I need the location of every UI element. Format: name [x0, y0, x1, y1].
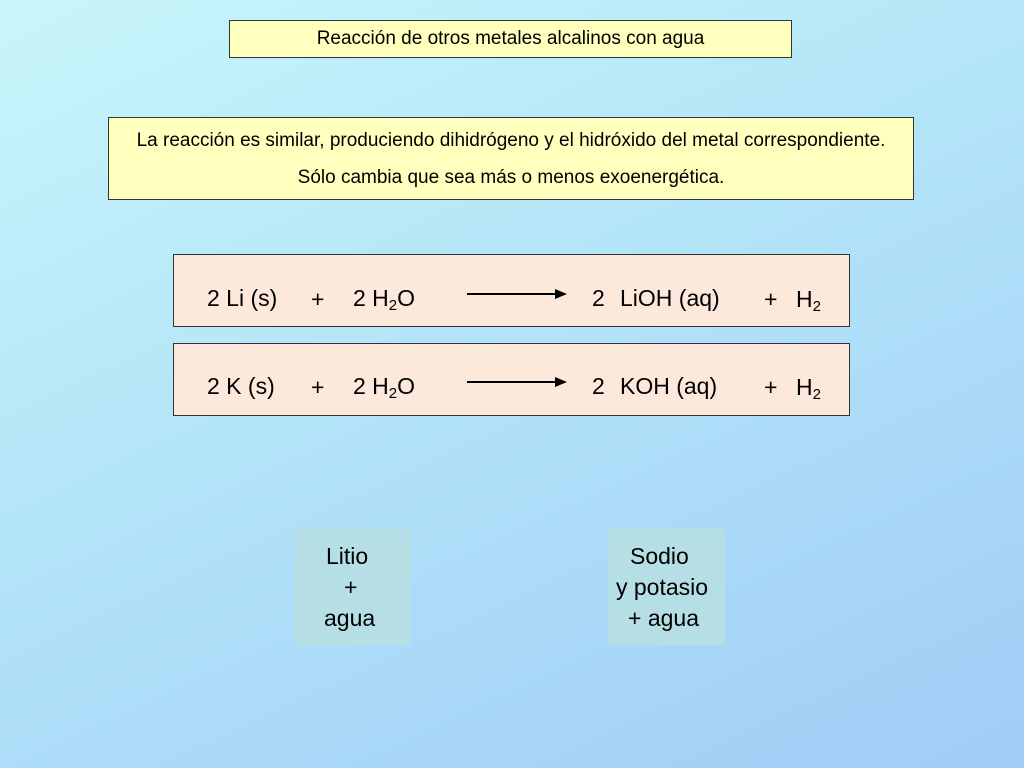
reaction-arrow-icon: [467, 287, 567, 301]
plus-sign: +: [764, 286, 778, 312]
product-hydrogen: $H_2$: [796, 374, 821, 403]
plus-sign: +: [311, 374, 325, 400]
reactant-metal: 2 Li (s): [207, 285, 278, 311]
reactant-water: 2 $H_2O$: [353, 285, 416, 314]
equation-lithium: [173, 254, 850, 327]
product-hydroxide: LiOH (aq): [620, 285, 720, 311]
sodium-box-line: y potasio: [616, 574, 709, 600]
slide-title: [229, 20, 792, 58]
plus-sign: +: [764, 374, 778, 400]
reactant-water: 2 $H_2O$: [353, 373, 416, 402]
description-box: [108, 117, 914, 200]
product-hydrogen: $H_2$: [796, 286, 821, 315]
lithium-box-line: Litio: [326, 543, 369, 569]
slide-title-text: Reacción de otros metales alcalinos con agua: [316, 28, 705, 49]
sodium-potassium-water-box: [608, 529, 725, 645]
sodium-box-line: Sodio: [630, 543, 689, 569]
product-hydroxide: KOH (aq): [620, 373, 718, 399]
equation-potassium: [173, 343, 850, 416]
reactant-metal: 2 K (s): [207, 373, 275, 399]
sodium-box-line: + agua: [628, 605, 699, 631]
description-text: La reacción es similar, produciendo dihidrógeno y el hidróxido del metal correspondiente. Sólo cambia que sea más o menos exoenergética.: [136, 129, 886, 188]
plus-sign: +: [311, 286, 325, 312]
product-coefficient: 2: [592, 285, 605, 311]
product-coefficient: 2: [592, 373, 605, 399]
reaction-arrow-icon: [467, 375, 567, 389]
lithium-box-line: agua: [324, 605, 376, 631]
lithium-water-box: [294, 529, 411, 645]
lithium-box-line: +: [344, 574, 358, 600]
